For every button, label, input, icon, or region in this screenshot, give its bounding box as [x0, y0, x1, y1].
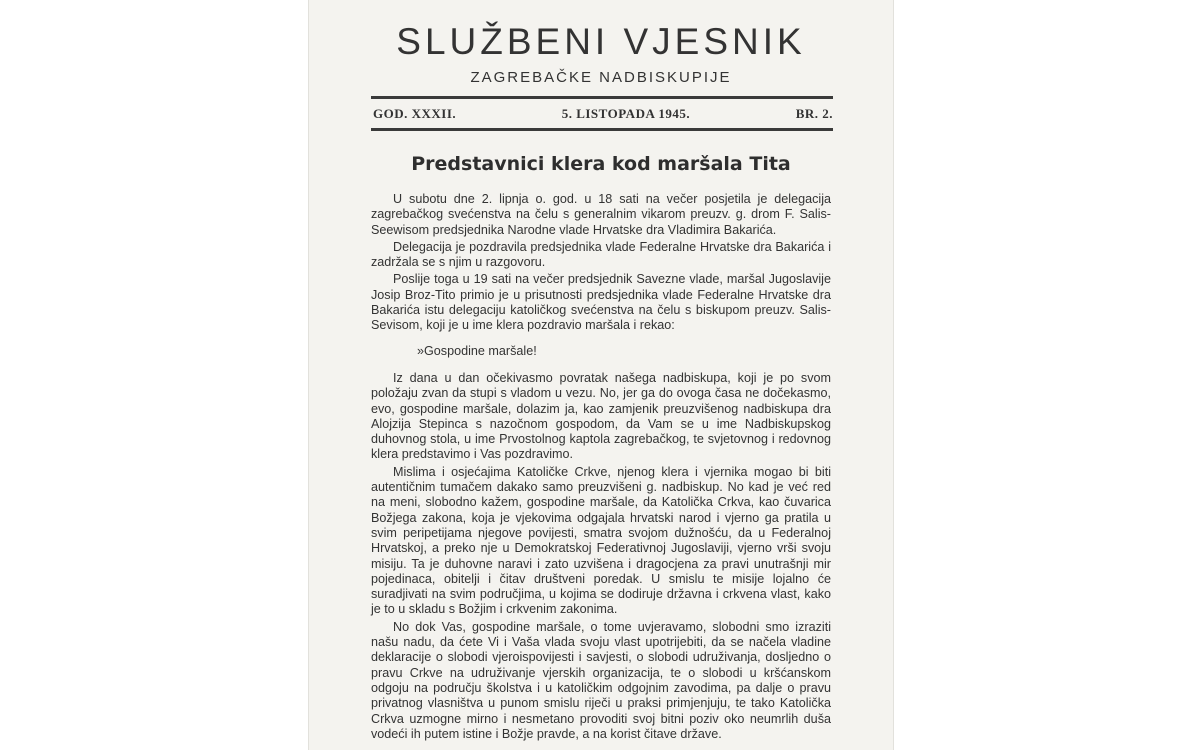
paragraph: Delegacija je pozdravila predsjednika vlade Federalne Hrvatske dra Bakarića i zadržala se s njim u razgovoru. [371, 239, 831, 270]
paragraph: No dok Vas, gospodine maršale, o tome uvjeravamo, slobodni smo izraziti našu nadu, da ćete Vi i Vaša vlada svoju vlast upotrijebiti, da se načela vladine deklaracije o slobodi vjeroispovijesti i savjesti, o slobodi udruživanja, dosljedno o pravu Crkve na udruživanje vjerskih organizacija, te o slobodi u kršćanskom odgoju na području školstva i u katoličkim odgojnim zavodima, pa dalje o pravu privatnog vlasništva u punom smislu riječi u praksi primjenjuju, te tako Katolička Crkva uzmogne mirno i nesmetano provoditi svoj bitni poziv oko neumrlih duša vodeći ih putem istine i Božje pravde, a na korist čitave države. [371, 619, 831, 741]
paragraph: Poslije toga u 19 sati na večer predsjednik Savezne vlade, maršal Jugoslavije Josip Broz-Tito primio je u prisutnosti predsjednika vlade Federalne Hrvatske dra Bakarića istu delegaciju katoličkog svećenstva na čelu s biskupom preuzv. Salis-Sevisom, koji je u ime klera pozdravio maršala i rekao: [371, 272, 831, 333]
article-title: Predstavnici klera kod maršala Tita [411, 153, 791, 175]
issue-number: BR. 2. [795, 106, 833, 121]
masthead-title: SLUŽBENI VJESNIK [396, 21, 806, 62]
issue-date: 5. LISTOPADA 1945. [561, 106, 691, 121]
newspaper-page [308, 0, 894, 750]
article-body [371, 192, 831, 744]
issue-info [373, 106, 833, 122]
masthead-subtitle: ZAGREBAČKE NADBISKUPIJE [470, 69, 732, 86]
paragraph: U subotu dne 2. lipnja o. god. u 18 sati na večer posjetila je delegacija zagrebačkog svećenstva na čelu s generalnim vikarom preuzv. g. drom F. Salis-Seewisom predsjednika Narodne vlade Hrvatske dra Vladimira Bakarića. [371, 192, 831, 237]
greeting: »Gospodine maršale! [417, 343, 537, 358]
paragraph: Iz dana u dan očekivasmo povratak našega nadbiskupa, koji je po svom položaju zvan da stupi s vladom u vezu. No, jer ga do ovoga časa ne dočekasmo, evo, gospodine maršale, dolazim ja, kao zamjenik preuzvišenog nadbiskupa dra Alojzija Stepinca s nazočnom gospodom, da Vam se u ime Nadbiskupskog duhovnog stola, u ime Prvostolnog kaptola zagrebačkog, te svjetovnog i redovnog klera predstavimo i Vas pozdravimo. [371, 370, 831, 462]
issue-year: GOD. XXXII. [373, 106, 457, 121]
divider [371, 128, 833, 131]
paragraph: Mislima i osjećajima Katoličke Crkve, njenog klera i vjernika mogao bi biti autentičnim tumačem dakako samo preuzvišeni g. nadbiskup. No kad je već red na meni, slobodno kažem, gospodine maršale, da Katolička Crkva, kao čuvarica Božjega zakona, koja je vjekovima odgajala hrvatski narod i vjerno ga pratila u svim peripetijama njegove povijesti, smatra svojom dužnošću, da u Federalnoj Hrvatskoj, a preko nje u Demokratskoj Federativnoj Jugoslaviji, vjerno vrši svoju misiju. Ta je duhovne naravi i zato uzvišena i dragocjena za pravi unutrašnji mir pojedinaca, obitelji i čitav društveni poredak. U smislu te misije lojalno će suradjivati na svim područjima, u kojima se dodiruje državna i crkvena vlast, kako je to u skladu s Božjim i crkvenim zakonima. [371, 464, 831, 617]
divider [371, 96, 833, 99]
